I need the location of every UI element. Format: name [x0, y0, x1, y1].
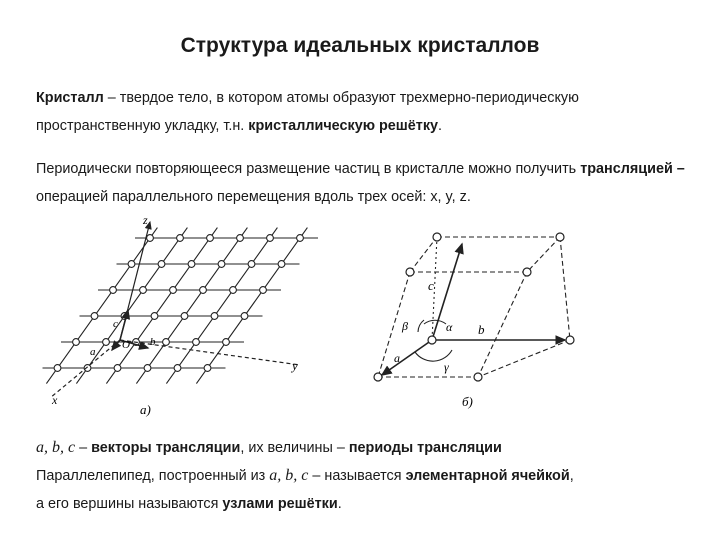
lattice-node [193, 339, 200, 346]
period-1: . [438, 118, 443, 134]
term-unit-cell: элементарной ячейкой [405, 468, 570, 484]
lattice-node [181, 313, 188, 320]
lattice-node [128, 261, 135, 268]
label-vec-a-b: a [394, 351, 400, 365]
lattice-node [73, 339, 80, 346]
label-vec-b-a: b [150, 336, 156, 348]
label-vec-a-a: a [90, 346, 96, 358]
label-gamma: γ [444, 360, 449, 374]
label-vec-c-b: c [428, 278, 434, 293]
lattice-node [144, 365, 151, 372]
lattice-node [248, 261, 255, 268]
arc-beta [418, 320, 424, 332]
lattice-node [267, 235, 274, 242]
lattice-node [278, 261, 285, 268]
lattice-node [110, 287, 117, 294]
term-translation: трансляцией – [580, 161, 685, 177]
lattice-node [241, 313, 248, 320]
line-unit-cell [36, 462, 696, 490]
lattice-node [84, 365, 91, 372]
text-magnitudes: , их величины – [240, 440, 349, 456]
lattice-node [237, 235, 244, 242]
lattice-node [103, 339, 110, 346]
lattice-line [106, 228, 217, 384]
line-vectors [36, 434, 696, 462]
term-crystal: Кристалл [36, 90, 104, 106]
lattice-node [151, 313, 158, 320]
cell-node [566, 336, 574, 344]
edge-dashed [478, 340, 570, 377]
label-vec-c-a: c [113, 318, 118, 330]
lattice-node [230, 287, 237, 294]
lattice-node [207, 235, 214, 242]
text-called: – называется [308, 468, 406, 484]
label-beta: β [402, 319, 408, 333]
cell-node [474, 373, 482, 381]
lattice-node [297, 235, 304, 242]
lattice-node [174, 365, 181, 372]
slide-title: Структура идеальных кристаллов [180, 34, 540, 57]
lattice-node [54, 365, 61, 372]
lattice-grid-a [43, 228, 319, 384]
vars-abc-1: a, b, c [36, 439, 76, 456]
label-axis-x: x [52, 393, 58, 407]
lattice-line [196, 228, 307, 384]
crystal-definition-text: – твердое тело, в котором атомы образуют трехмерно-периодическую пространственную укладку, т.н. [36, 90, 579, 134]
cell-node [374, 373, 382, 381]
translation-text-1: Периодически повторяющееся размещение частиц в кристалле можно получить [36, 161, 581, 177]
lattice-line [46, 228, 157, 384]
lattice-node [170, 287, 177, 294]
term-crystal-lattice: кристаллическую решётку [248, 118, 439, 134]
label-axis-z: z [143, 213, 148, 227]
text-vertices: а его вершины называются [36, 496, 223, 512]
lattice-node [91, 313, 98, 320]
axis-y-line [120, 340, 300, 365]
translation-text-2: операцией параллельного перемещения вдоль трех осей: x, y, z. [36, 189, 471, 205]
lattice-node [163, 339, 170, 346]
lattice-node [200, 287, 207, 294]
lattice-node [158, 261, 165, 268]
cell-node [523, 268, 531, 276]
lattice-node [147, 235, 154, 242]
term-lattice-nodes: узлами решётки [222, 496, 338, 512]
term-translation-vectors: векторы трансляции [91, 440, 241, 456]
lattice-figure-svg [0, 200, 720, 430]
label-origin: O [122, 339, 130, 351]
label-vec-b-b: b [478, 322, 485, 337]
lattice-line [136, 228, 247, 384]
line-nodes [36, 490, 696, 518]
lattice-node [204, 365, 211, 372]
vector-a-b [382, 340, 432, 375]
edge-dashed [478, 272, 527, 377]
text-parallelepiped: Параллелепипед, построенный из [36, 468, 270, 484]
edge-dashed [527, 237, 560, 272]
edge-dashed [410, 237, 437, 272]
lattice-node [260, 287, 267, 294]
translation-vectors-paragraph [36, 434, 696, 518]
comma: , [569, 468, 574, 484]
cell-node [428, 336, 436, 344]
lattice-node [140, 287, 147, 294]
lattice-node [114, 365, 121, 372]
cell-node [406, 268, 414, 276]
cell-node [556, 233, 564, 241]
cell-node [433, 233, 441, 241]
unit-cell-b [378, 237, 570, 377]
label-alpha: α [446, 320, 453, 334]
lattice-node [188, 261, 195, 268]
vars-abc-2: a, b, c [269, 467, 309, 484]
lattice-node [218, 261, 225, 268]
label-axis-y: y [292, 358, 298, 373]
lattice-figure [0, 200, 720, 430]
arc-alpha [424, 320, 446, 324]
lattice-line [76, 228, 187, 384]
text-dash: – [75, 440, 92, 456]
term-translation-periods: периоды трансляции [348, 440, 502, 456]
lattice-line [166, 228, 277, 384]
lattice-node [211, 313, 218, 320]
caption-a: а) [140, 402, 151, 417]
edge-dashed [560, 237, 570, 340]
lattice-node [223, 339, 230, 346]
lattice-node [177, 235, 184, 242]
caption-b: б) [462, 394, 473, 409]
period-3: . [337, 496, 342, 512]
crystal-definition [36, 84, 696, 140]
